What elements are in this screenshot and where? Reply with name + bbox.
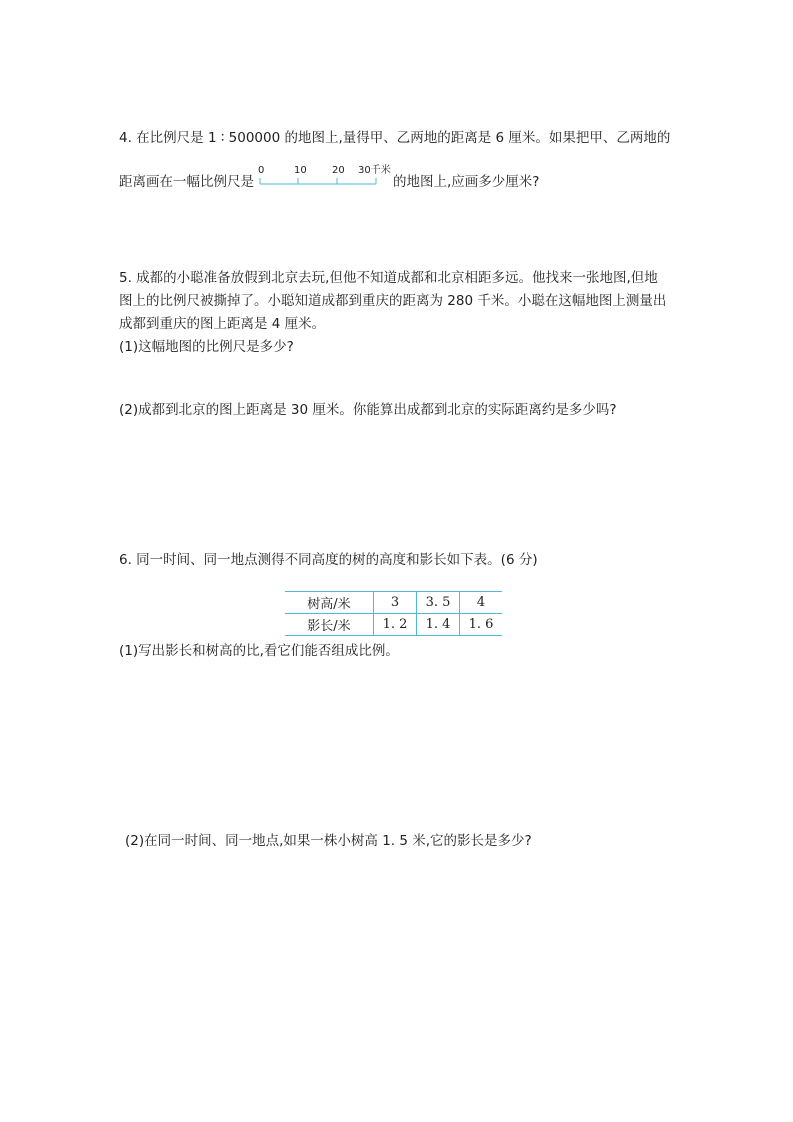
scale-label-30km: 30千米 [358,165,391,176]
table-cell: 4 [460,592,503,614]
row-header-shadow-length: 影长/米 [285,614,374,636]
q6-sub2: (2)在同一时间、同一地点,如果一株小树高 1. 5 米,它的影长是多少? [125,833,532,849]
q4-line1: 4. 在比例尺是 1 ∶ 500000 的地图上,量得甲、乙两地的距离是 6 厘米。如果把甲、乙两地的 [119,130,671,146]
q5-sub2: (2)成都到北京的图上距离是 30 厘米。你能算出成都到北京的实际距离约是多少吗? [119,402,617,418]
q4-line2-suffix: 的地图上,应画多少厘米? [393,174,540,190]
q5-line1: 5. 成都的小聪准备放假到北京去玩,但他不知道成都和北京相距多远。他找来一张地图,但地 [119,270,658,286]
scale-bar [258,165,398,189]
row-header-tree-height: 树高/米 [285,592,374,614]
scale-label-20: 20 [332,165,345,176]
table-row [285,592,502,614]
table-cell: 3. 5 [417,592,460,614]
table-cell: 1. 2 [374,614,417,636]
table-row [285,614,502,636]
scale-label-0: 0 [258,165,265,176]
q5-line3: 成都到重庆的图上距离是 4 厘米。 [119,316,326,332]
table-cell: 1. 6 [460,614,503,636]
table-cell: 3 [374,592,417,614]
q6-title: 6. 同一时间、同一地点测得不同高度的树的高度和影长如下表。(6 分) [119,552,538,568]
q5-line2: 图上的比例尺被撕掉了。小聪知道成都到重庆的距离为 280 千米。小聪在这幅地图上测量出 [119,293,667,309]
q5-sub1: (1)这幅地图的比例尺是多少? [119,339,294,355]
q4-line2-prefix: 距离画在一幅比例尺是 [119,174,254,190]
tree-shadow-table [285,591,502,636]
scale-label-10: 10 [294,165,307,176]
q6-sub1: (1)写出影长和树高的比,看它们能否组成比例。 [119,643,399,659]
table-cell: 1. 4 [417,614,460,636]
